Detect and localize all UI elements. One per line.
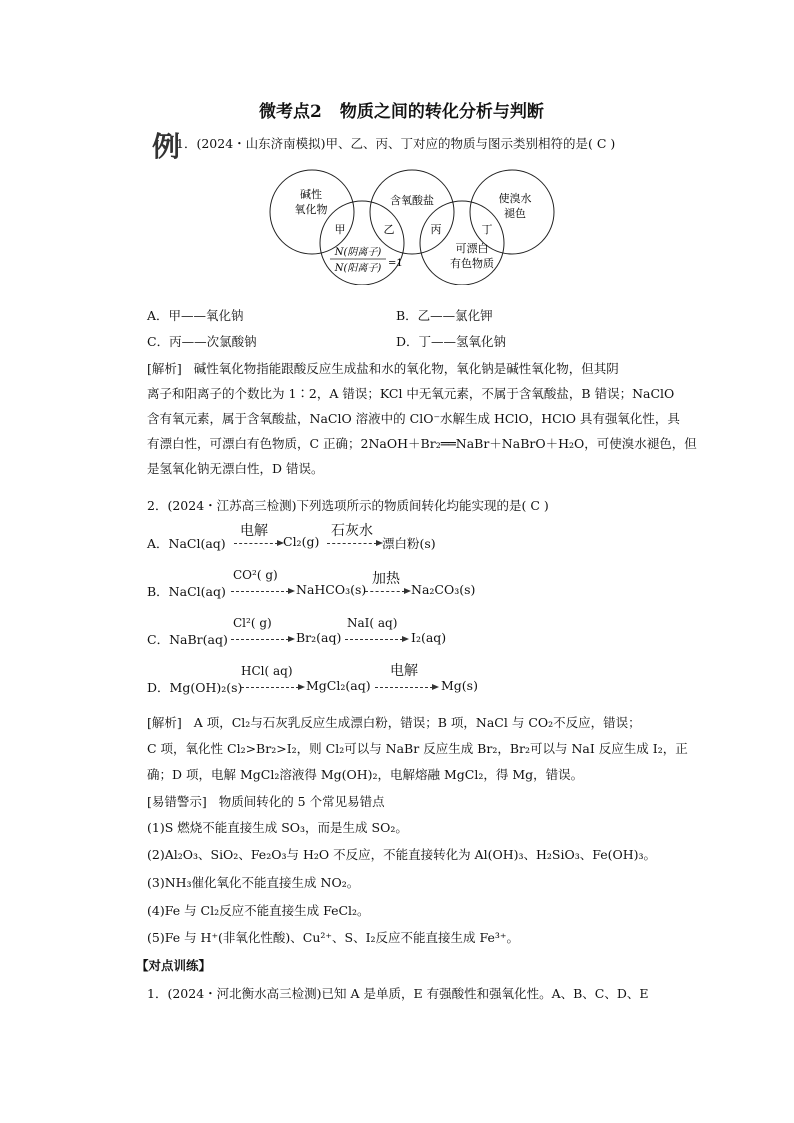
c4-line1: 可漂白 (455, 242, 489, 255)
c2-label: 含氧酸盐 (390, 194, 434, 207)
ratio-numerator: N(阴离子) (334, 247, 382, 258)
q2-analysis-line-2: C 项，氧化性 Cl₂>Br₂>I₂，则 Cl₂可以与 NaBr 反应生成 Br₂，Br₂可以与 NaI 反应生成 I₂，正 (147, 741, 688, 756)
q1-option-d: D．丁——氢氧化钠 (396, 334, 507, 349)
q2-option-d: D．Mg(OH)₂(s) HCl( aq) MgCl₂(aq) 电解 Mg(s) (147, 663, 478, 695)
q2-analysis-line-3: 确；D 项，电解 MgCl₂溶液得 Mg(OH)₂，电解熔融 MgCl₂，得 Mg，错误。 (147, 767, 584, 782)
region-jia: 甲 (334, 223, 346, 236)
region-yi: 乙 (383, 223, 395, 236)
q2-option-a: A．NaCl(aq) 电解 Cl₂(g) 石灰水 漂白粉(s) (147, 523, 436, 551)
warning-item-4: (4)Fe 与 Cl₂反应不能直接生成 FeCl₂。 (147, 903, 370, 918)
q1-analysis-label: [解析] (147, 361, 182, 376)
c3-line2: 褪色 (504, 207, 526, 220)
q2-option-c: C．NaBr(aq) Cl²( g) Br₂(aq) NaI( aq) I₂(aq) (147, 616, 447, 647)
c4-line2: 有色物质 (450, 257, 494, 270)
ratio-denominator: N(阳离子) (334, 263, 382, 274)
warning-heading: [易错警示] 物质间转化的 5 个常见易错点 (147, 794, 385, 809)
q2-stem: 2．(2024・江苏高三检测)下列选项所示的物质间转化均能实现的是( C ) (147, 498, 549, 513)
q1-analysis-line-5: 是氢氧化钠无漂白性，D 错误。 (147, 461, 324, 476)
ratio-value: =1 (388, 258, 403, 269)
c3-line1: 使溴水 (498, 192, 532, 205)
q1-option-a: A．甲——氧化钠 (147, 308, 244, 323)
q1-stem: 1．(2024・山东济南模拟)甲、乙、丙、丁对应的物质与图示类别相符的是( C ) (176, 136, 616, 151)
q2-analysis-line-1: [解析] A 项，Cl₂与石灰乳反应生成漂白粉，错误；B 项，NaCl 与 CO₂不反应，错误； (147, 715, 641, 730)
warning-item-2: (2)Al₂O₃、SiO₂、Fe₂O₃与 H₂O 不反应，不能直接转化为 Al(OH)₃、H₂SiO₃、Fe(OH)₃。 (147, 847, 657, 862)
c1-line2: 氧化物 (294, 203, 328, 216)
warning-item-5: (5)Fe 与 H⁺(非氧化性酸)、Cu²⁺、S、I₂反应不能直接生成 Fe³⁺。 (147, 930, 519, 945)
q1-analysis-line-4: 有漂白性，可漂白有色物质，C 正确；2NaOH＋Br₂══NaBr＋NaBrO＋H₂O，可使溴水褪色，但 (147, 436, 697, 451)
q1-option-b: B．乙——氯化钾 (396, 308, 493, 323)
practice-q1: 1．(2024・河北衡水高三检测)已知 A 是单质，E 有强酸性和强氧化性。A、B、C、D、E (147, 986, 649, 1001)
warning-label: [易错警示] (147, 794, 207, 809)
warning-item-1: (1)S 燃烧不能直接生成 SO₃，而是生成 SO₂。 (147, 820, 408, 835)
c1-line1: 碱性 (300, 188, 322, 201)
q2-option-b: B．NaCl(aq) CO²( g) NaHCO₃(s) 加热 Na₂CO₃(s) (147, 568, 476, 599)
example-mark: 例 (152, 130, 181, 163)
page-title: 微考点2 物质之间的转化分析与判断 (259, 102, 544, 122)
q2-analysis-label: [解析] (147, 715, 182, 730)
warning-item-3: (3)NH₃催化氧化不能直接生成 NO₂。 (147, 875, 360, 890)
region-ding: 丁 (481, 223, 493, 236)
q1-analysis-line-2: 离子和阳离子的个数比为 1∶2，A 错误；KCl 中无氧元素，不属于含氧酸盐，B 错误；NaClO (147, 386, 675, 401)
q1-option-c: C．丙——次氯酸钠 (147, 334, 257, 349)
venn-diagram (260, 160, 560, 285)
circle-oxyacid-salt (370, 170, 454, 254)
practice-header: 【对点训练】 (136, 958, 212, 973)
q1-analysis-line-3: 含有氧元素，属于含氧酸盐，NaClO 溶液中的 ClO⁻水解生成 HClO，HClO 具有强氧化性，具 (147, 411, 680, 426)
q1-analysis-line-1: [解析] 碱性氧化物指能跟酸反应生成盐和水的氧化物，氧化钠是碱性氧化物，但其阴 (147, 361, 619, 376)
region-bing: 丙 (430, 223, 442, 236)
